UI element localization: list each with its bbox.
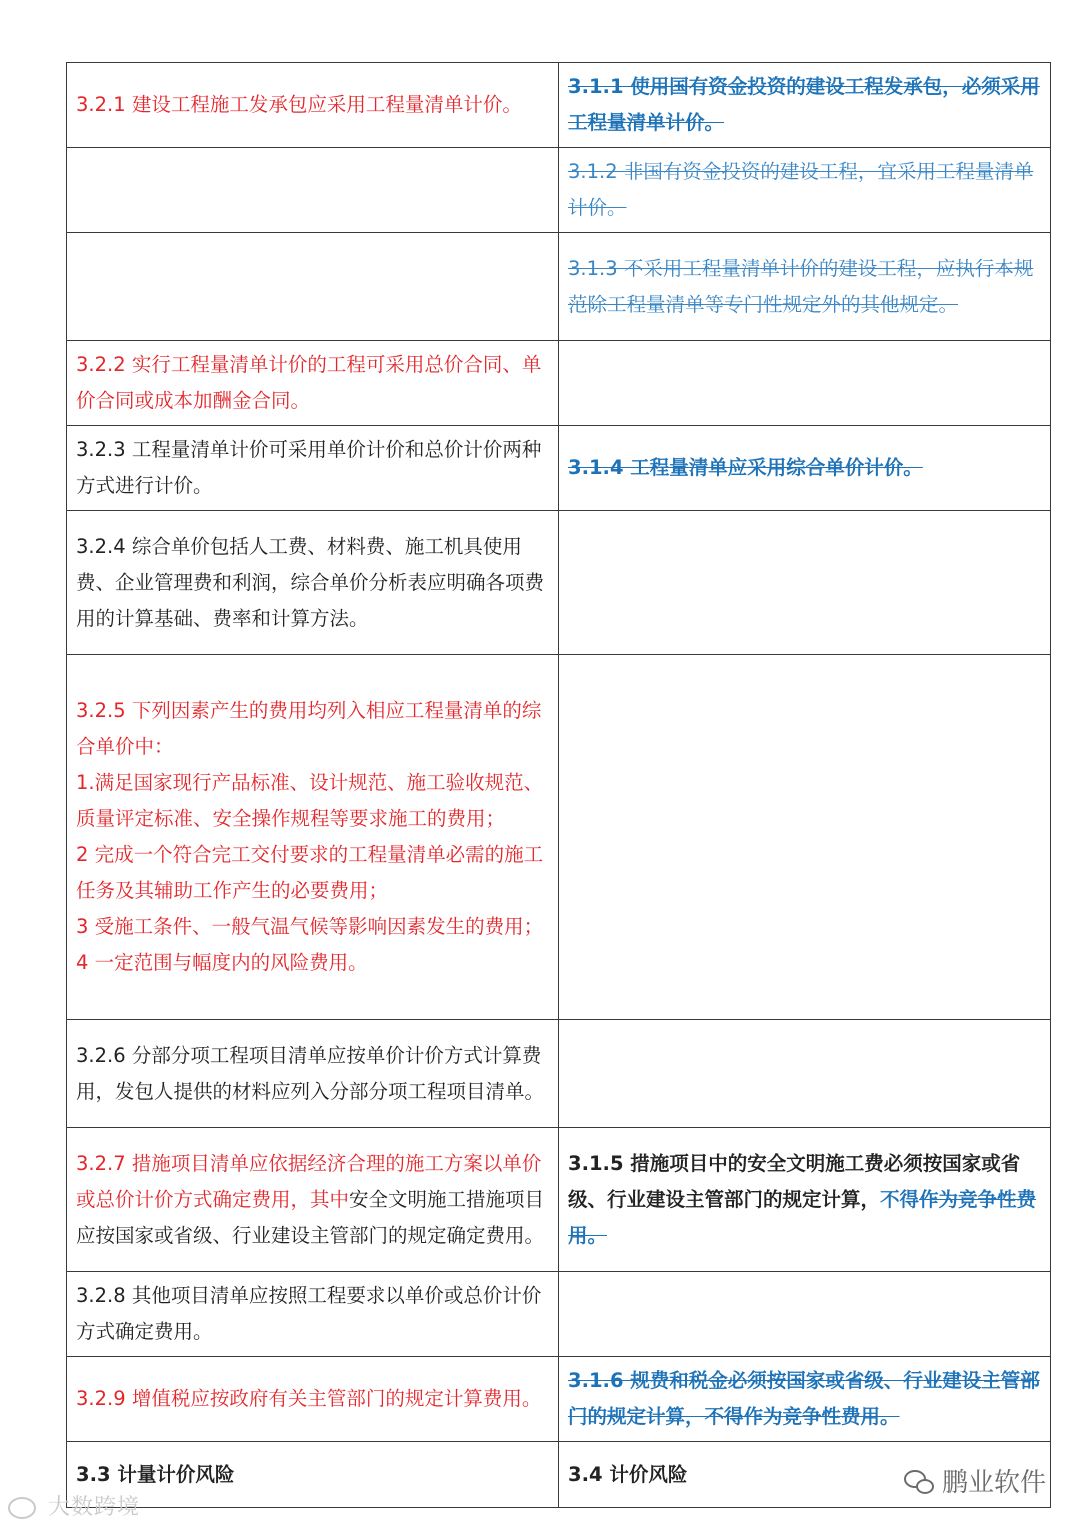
- clause-text: 3.1.3 不采用工程量清单计价的建设工程，应执行本规范除工程量清单等专门性规定外的其他规定。: [568, 256, 1034, 316]
- table-row: [67, 1128, 1051, 1272]
- old-clause-cell: [559, 1128, 1051, 1272]
- weibo-icon: [8, 1497, 36, 1519]
- new-clause-cell: [67, 341, 559, 426]
- old-clause-cell: [559, 1020, 1051, 1128]
- old-clause-cell: [559, 233, 1051, 341]
- clause-text: 3.3 计量计价风险: [76, 1462, 235, 1486]
- new-clause-cell: [67, 1272, 559, 1357]
- clause-text: 3 受施工条件、一般气温气候等影响因素发生的费用；: [76, 915, 544, 938]
- table-row: [67, 511, 1051, 655]
- table-row: [67, 1020, 1051, 1128]
- table-row: [67, 341, 1051, 426]
- watermark-right-text: 鹏业软件: [941, 1468, 1046, 1498]
- new-clause-cell: [67, 1128, 559, 1272]
- clause-text: 3.1.5 措施项目中的安全文明施工费必须按国家或省级、行业建设主管部门的规定计算，: [568, 1151, 1021, 1211]
- old-clause-cell: [559, 426, 1051, 511]
- new-clause-cell: [67, 426, 559, 511]
- clause-text: 3.1.4 工程量清单应采用综合单价计价。: [568, 456, 923, 479]
- old-clause-cell: [559, 148, 1051, 233]
- table-row: [67, 655, 1051, 1020]
- clause-text: 不得: [880, 1187, 920, 1211]
- table-row: [67, 1357, 1051, 1442]
- clause-text: 安全文明施工措施项目应按国家或省级、行业建设主管部门的规定确定费用。: [76, 1187, 545, 1247]
- table-row: [67, 63, 1051, 148]
- watermark-right: [904, 1462, 1046, 1499]
- new-clause-cell: [67, 233, 559, 341]
- old-clause-cell: [559, 655, 1051, 1020]
- clause-text: 3.2.9 增值税应按政府有关主管部门的规定计算费用。: [76, 1387, 542, 1410]
- clause-text: 3.2.2 实行工程量清单计价的工程可采用总价合同、单价合同或成本加酬金合同。: [76, 353, 542, 412]
- new-clause-cell: [67, 1442, 559, 1508]
- clause-text: 1.满足国家现行产品标准、设计规范、施工验收规范、质量评定标准、安全操作规程等要求施工的费用；: [76, 771, 544, 830]
- watermark-left-text: 大数跨境: [48, 1495, 141, 1520]
- clause-text: 3.2.5 下列因素产生的费用均列入相应工程量清单的综合单价中：: [76, 699, 542, 758]
- clause-text: 3.1.6 规费和税金必须按国家或省级、行业建设主管部门的规定计算，不得作为竞争性费用。: [568, 1369, 1040, 1428]
- clause-text: 2 完成一个符合完工交付要求的工程量清单必需的施工任务及其辅助工作产生的必要费用；: [76, 843, 544, 902]
- table-body: [67, 63, 1051, 1508]
- old-clause-cell: [559, 63, 1051, 148]
- watermark-left: [8, 1490, 140, 1521]
- clause-text: 作为竞争性费用。: [568, 1187, 1037, 1247]
- clause-text: 3.2.8 其他项目清单应按照工程要求以单价或总价计价方式确定费用。: [76, 1284, 542, 1343]
- new-clause-cell: [67, 1357, 559, 1442]
- wechat-icon: [904, 1468, 934, 1494]
- clause-text: 3.1.2 非国有资金投资的建设工程，宜采用工程量清单计价。: [568, 160, 1034, 219]
- old-clause-cell: [559, 511, 1051, 655]
- new-clause-cell: [67, 63, 559, 148]
- table-row: [67, 426, 1051, 511]
- clause-text: 3.2.3 工程量清单计价可采用单价计价和总价计价两种方式进行计价。: [76, 438, 542, 497]
- clause-text: 3.2.7 措施项目清单应依据经济合理的施工方案以单价或总价计价方式确定费用，其中: [76, 1151, 542, 1211]
- clause-text: 3.1.1 使用国有资金投资的建设工程发承包，必须采用工程量清单计价。: [568, 75, 1040, 134]
- table-row: [67, 1272, 1051, 1357]
- clause-text: 3.2.4 综合单价包括人工费、材料费、施工机具使用费、企业管理费和利润，综合单价分析表应明确各项费用的计算基础、费率和计算方法。: [76, 534, 545, 630]
- new-clause-cell: [67, 1020, 559, 1128]
- new-clause-cell: [67, 511, 559, 655]
- table-row: [67, 233, 1051, 341]
- clause-text: 4 一定范围与幅度内的风险费用。: [76, 951, 368, 974]
- comparison-table: [66, 62, 1051, 1508]
- clause-text: 3.2.1 建设工程施工发承包应采用工程量清单计价。: [76, 93, 522, 116]
- new-clause-cell: [67, 655, 559, 1020]
- table-row: [67, 148, 1051, 233]
- table-row: [67, 1442, 1051, 1508]
- old-clause-cell: [559, 1272, 1051, 1357]
- new-clause-cell: [67, 148, 559, 233]
- clause-text: 3.2.6 分部分项工程项目清单应按单价计价方式计算费用，发包人提供的材料应列入分部分项工程项目清单。: [76, 1043, 545, 1103]
- old-clause-cell: [559, 341, 1051, 426]
- clause-text: 3.4 计价风险: [568, 1462, 688, 1486]
- old-clause-cell: [559, 1357, 1051, 1442]
